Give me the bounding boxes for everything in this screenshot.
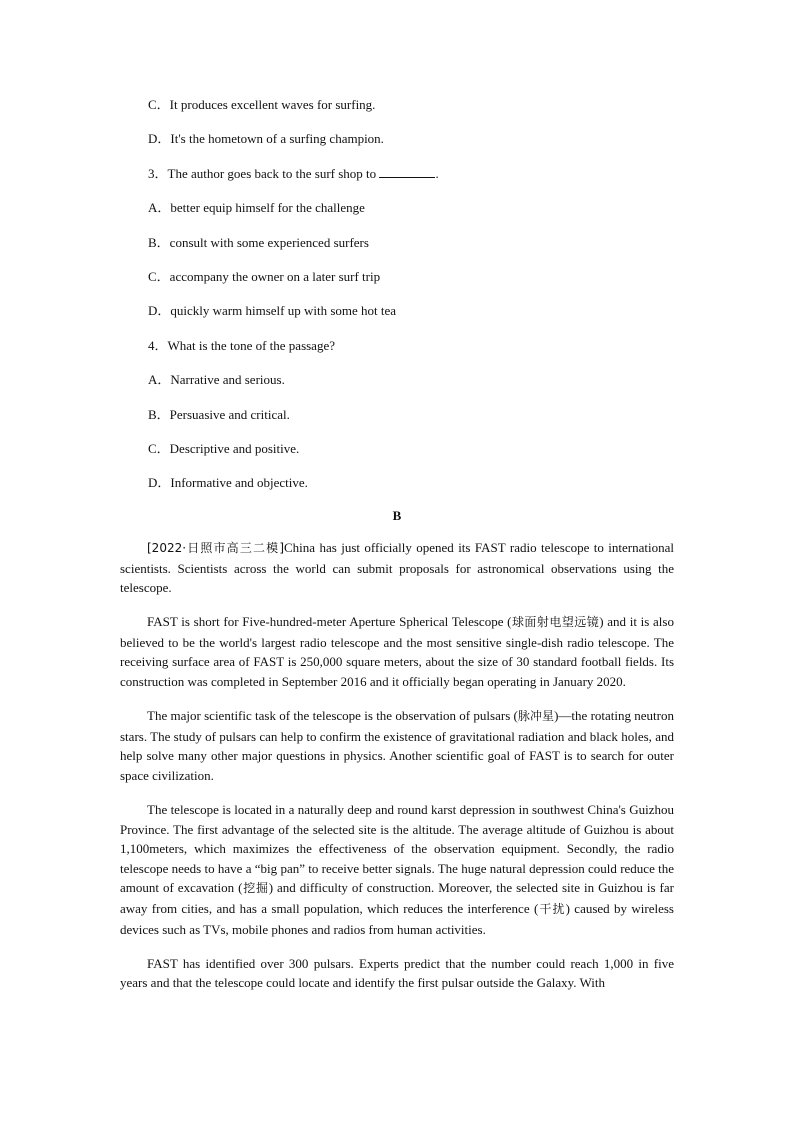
option-a-q4: A．Narrative and serious. [148, 372, 285, 388]
option-c-q2: C．It produces excellent waves for surfing. [148, 97, 376, 112]
option-b-q4: B．Persuasive and critical. [148, 406, 290, 422]
question-3 [148, 163, 688, 197]
chinese-gloss-excavation: 挖掘 [242, 881, 269, 896]
paragraph-3-text-a: The major scientific task of the telescope is the observation of pulsars ( [147, 708, 518, 724]
option-c-q3: C．accompany the owner on a later surf trip [148, 268, 381, 284]
option-d-q4: D．Informative and objective. [148, 475, 308, 491]
chinese-gloss-interference: 干扰 [538, 902, 566, 916]
question-4: 4．What is the tone of the passage? [148, 337, 335, 353]
paragraph-2 [120, 612, 674, 691]
option-c-q4: C．Descriptive and positive. [148, 440, 300, 456]
question-3-period: . [435, 165, 439, 181]
chinese-gloss-telescope: 球面射电望远镜 [511, 615, 600, 630]
chinese-gloss-pulsar: 脉冲星 [517, 709, 555, 724]
paragraph-4 [120, 800, 674, 939]
paragraph-1 [120, 538, 674, 598]
paragraph-5: FAST has identified over 300 pulsars. Experts predict that the number could reach 1,000 in five years and that the telescope could locate and identify the first pulsar outside the Galaxy. With [120, 955, 674, 991]
section-heading: B [392, 508, 402, 523]
option-b-q3: B．consult with some experienced surfers [148, 234, 369, 250]
passage-b [120, 538, 674, 1007]
answer-blank [379, 165, 435, 178]
source-tag: [2022·日照市高三二模] [147, 541, 285, 555]
paragraph-4-text-c: ) caused by wireless devices such as TVs, mobile phones and radios from human activities. [120, 901, 674, 937]
paragraph-4-text-b: ) and difficulty of construction. Moreover, the selected site in Guizhou is far away from cities, and has a small population, which reduces the interference ( [120, 880, 674, 916]
paragraph-3-text-b: )—the rotating neutron stars. The study of pulsars can help to confirm the existence of gravitational radiation and black holes, and help solve many other major questions in physics. Another scientific goal of FAST is to search for outer space civilization. [120, 708, 675, 783]
question-options-list [148, 94, 688, 507]
option-d-q2: D．It's the hometown of a surfing champion. [148, 131, 384, 147]
paragraph-3 [120, 706, 674, 785]
paragraph-1-text: China has just officially opened its FAST radio telescope to international scientists. Scientists across the world can submit proposals for astronomical observations using the telescope. [120, 540, 675, 596]
paragraph-2-text-b: ) and it is also believed to be the world's largest radio telescope and the most sensitive single-dish radio telescope. The receiving surface area of FAST is 250,000 square meters, about the size of 30 standard football fields. Its construction was completed in September 2016 and it officially began operating in January 2020. [120, 614, 674, 690]
paragraph-2-text-a: FAST is short for Five-hundred-meter Aperture Spherical Telescope ( [147, 614, 512, 630]
option-d-q3: D．quickly warm himself up with some hot tea [148, 303, 397, 319]
option-a-q3: A．better equip himself for the challenge [148, 200, 365, 216]
question-3-text: 3．The author goes back to the surf shop to [148, 165, 380, 181]
paragraph-4-text-a: The telescope is located in a naturally deep and round karst depression in southwest China's Guizhou Province. The first advantage of the selected site is the altitude. The average altitude of Guizhou is about 1,100meters, which maximizes the effectiveness of the observation equipment. Secondly, the radio telescope needs to have a “big pan” to receive better signals. The huge natural depression could reduce the amount of excavation ( [120, 802, 674, 896]
